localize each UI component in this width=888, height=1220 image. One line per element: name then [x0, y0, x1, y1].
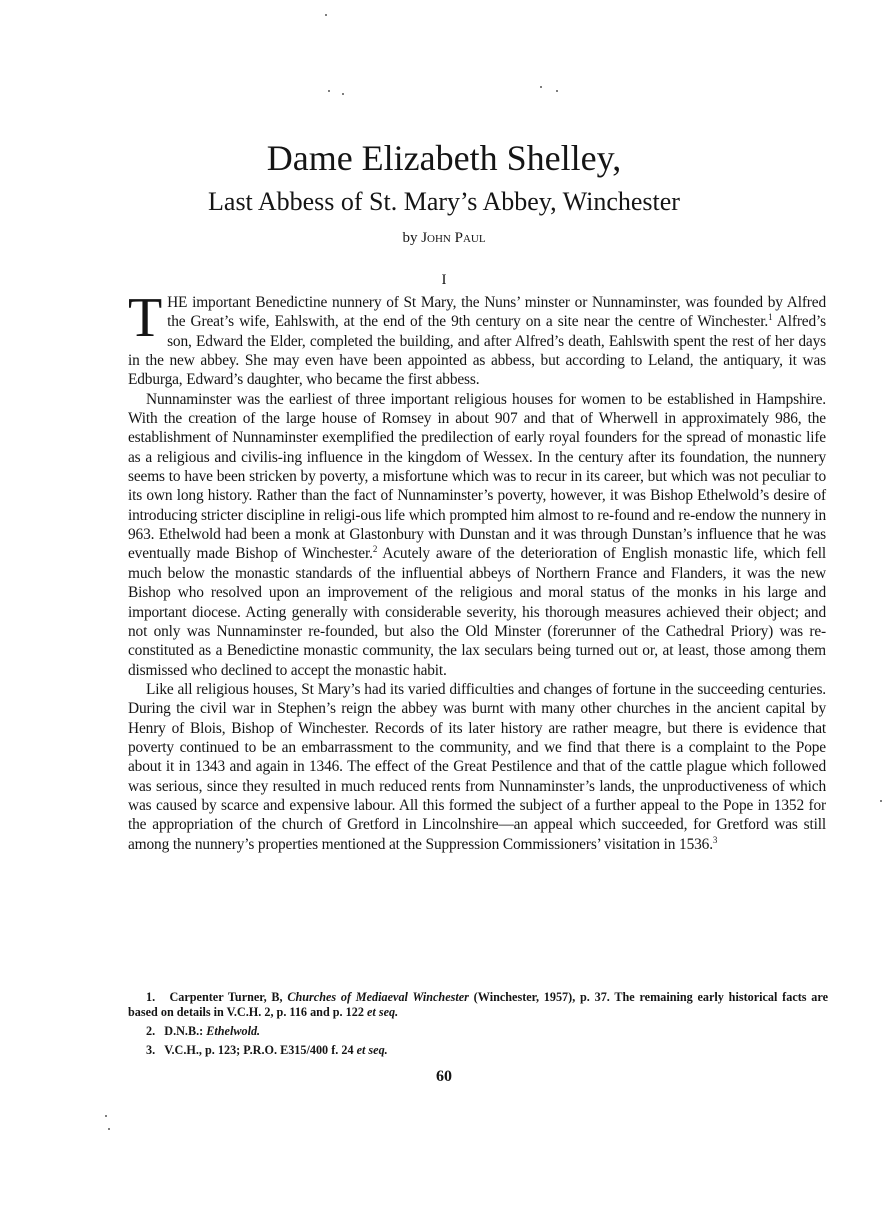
footnote-italic: et seq.	[356, 1043, 388, 1057]
footnote-text: V.C.H., p. 123; P.R.O. E315/400 f. 24	[164, 1043, 357, 1057]
scan-speck	[105, 1115, 107, 1117]
byline	[0, 228, 888, 248]
footnote-marker[interactable]: 3	[712, 834, 718, 845]
scan-speck	[325, 14, 327, 16]
footnotes	[128, 990, 828, 1062]
paragraph	[128, 287, 826, 390]
footnote-number: 1.	[146, 990, 156, 1004]
paragraph-text: HE important Benedictine nunnery of St Mary, the Nuns’ minster or Nunnaminster, was founded by Alfred the Great’s wife, Eahlswith, at the end of the 9th century on a site near the centre of Winchester.	[167, 294, 826, 331]
footnote-italic: Ethelwold.	[206, 1024, 261, 1038]
article-title: Dame Elizabeth Shelley,	[266, 138, 622, 178]
scan-speck	[880, 800, 882, 802]
footnote-text: (Winchester, 1957), p. 37. The remaining early historical facts are based on details in V.C.H. 2, p. 116 and p. 122	[128, 990, 828, 1019]
footnote-marker[interactable]: 2	[372, 544, 378, 555]
article-body	[128, 287, 827, 854]
paragraph-text: Like all religious houses, St Mary’s had its varied difficulties and changes of fortune in the succeeding centuries. During the civil war in Stephen’s reign the abbey was burnt with many other churches in the ancient capital by Henry of Blois, Bishop of Winchester. Records of its later history are rather meagre, but there is evidence that poverty continued to be an embarrassment to the community, and we find that there is a complaint to the Pope about it in 1343 and again in 1346. The effect of the Great Pestilence and that of the cattle plague which followed was serious, since they resulted in much reduced rents from Nunnaminster’s lands, the unproductiveness of which was caused by scarce and expensive labour. All this formed the subject of a further appeal to the Pope in 1352 for the appropriation of the church of Gretford in Lincolnshire—an appeal which succeeded, for Gretford was still among the nunnery’s properties mentioned at the Suppression Commissioners’ visitation in 1536.	[128, 680, 826, 853]
section-number: I	[441, 272, 447, 288]
footnote-marker[interactable]: 1	[768, 312, 773, 323]
scan-speck	[556, 90, 558, 92]
drop-cap: T	[128, 287, 163, 349]
footnote-text: D.N.B.:	[164, 1024, 207, 1038]
scan-speck	[108, 1128, 110, 1130]
article-subtitle: Last Abbess of St. Mary’s Abbey, Winchester	[208, 187, 680, 216]
footnote-number: 2.	[146, 1024, 156, 1038]
footnote	[128, 1043, 828, 1058]
paragraph	[128, 390, 826, 680]
paragraph-text: Alfred’s son, Edward the Elder, completed the building, and after Alfred’s death, Eahlswith spent the rest of her days in the new abbey. She may even have been appointed as abbess, but according to Leland, the antiquary, it was Edburga, Edward’s daughter, who became the first abbess.	[128, 313, 826, 389]
author-name: John Paul	[421, 230, 486, 246]
footnote	[128, 990, 828, 1020]
footnote-text: Carpenter Turner, B,	[169, 990, 288, 1004]
scan-speck	[540, 86, 542, 88]
paragraph-text: Acutely aware of the deterioration of English monastic life, which fell much below the monastic standards of the influential abbeys of Northern France and Flanders, it was the new Bishop who resolved upon an improvement of the religious and moral status of the monks in his large and important diocese. Acting generally with considerable severity, his thorough measures achieved their object; and not only was Nunnaminster re-founded, but also the Old Minster (forerunner of the Cathedral Priory) was re-constituted as a Benedictine monastic community, the lax seculars being turned out or, at least, those among them dismissed who declined to accept the monastic habit.	[128, 545, 827, 679]
byline-prefix: by	[402, 230, 418, 246]
page-number: 60	[436, 1068, 452, 1085]
footnote	[128, 1024, 828, 1039]
paragraph-text: Nunnaminster was the earliest of three important religious houses for women to be established in Hampshire. With the creation of the large house of Romsey in about 907 and that of Wherwell in approximately 986, the establishment of Nunnaminster exemplified the predilection of early royal founders for the spread of monastic life as a religious and civilis-ing influence in the kingdom of Wessex. In the century after its foundation, the nunnery seems to have been stricken by poverty, a misfortune which was to recur in its career, but which was not peculiar to its own long history. Rather than the fact of Nunnaminster’s poverty, however, it was Bishop Ethelwold’s desire of introducing stricter discipline in religi-ous life which prompted him almost to re-found and re-endow the nunnery in 963. Ethelwold had been a monk at Glastonbury with Dunstan and it was through Dunstan’s influence that he was eventually made Bishop of Winchester.	[128, 390, 826, 563]
scan-speck	[342, 93, 344, 95]
paragraph	[128, 680, 826, 854]
footnote-italic: Churches of Mediaeval Winchester	[287, 990, 469, 1004]
footnote-italic: et seq.	[366, 1005, 399, 1019]
scan-speck	[328, 90, 330, 92]
footnote-number: 3.	[146, 1043, 156, 1057]
